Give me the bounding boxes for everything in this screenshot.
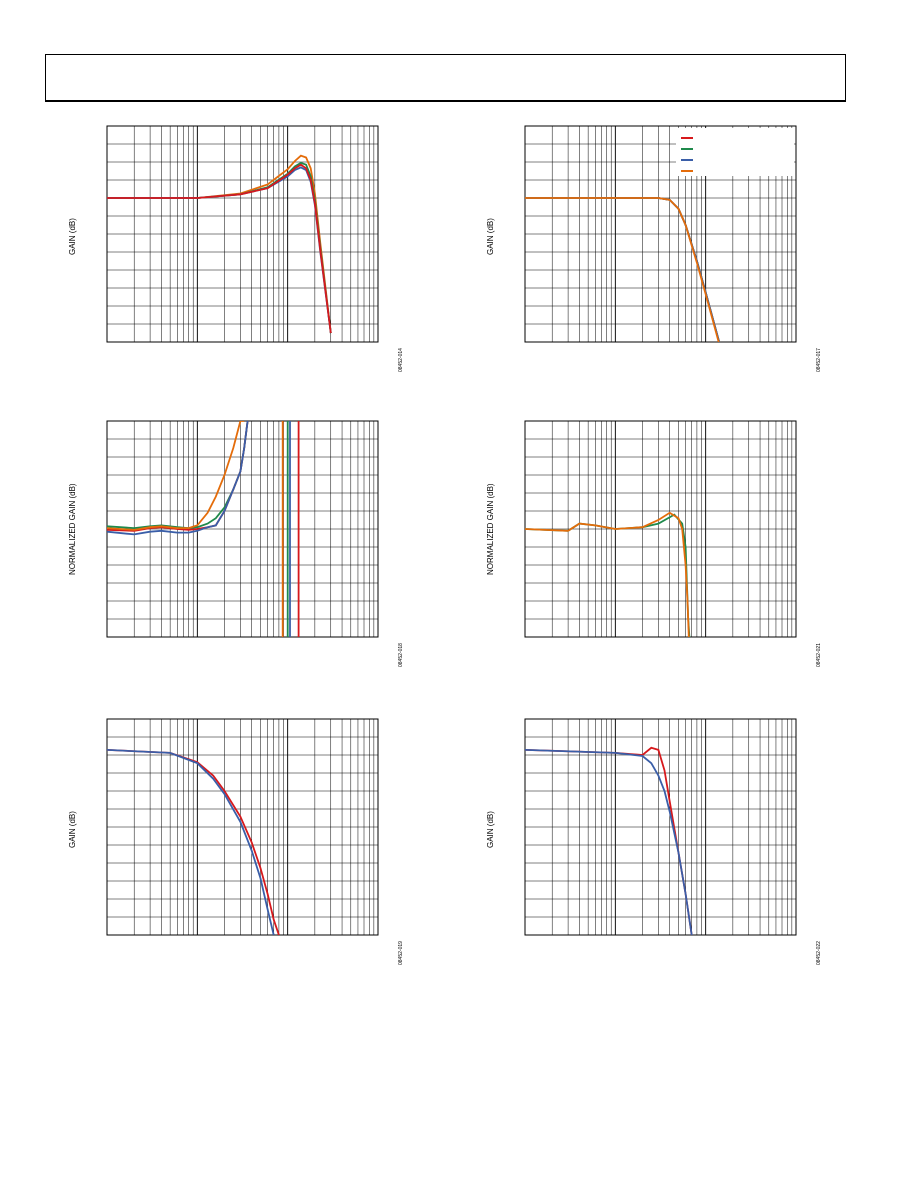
- chart-svg: [478, 415, 818, 675]
- y-axis-label: NORMALIZED GAIN (dB): [486, 483, 495, 575]
- chart-panel: [60, 120, 404, 380]
- chart-svg: [478, 120, 818, 380]
- y-axis-label: GAIN (dB): [486, 810, 495, 848]
- chart-panel: [478, 713, 822, 973]
- y-axis-label: NORMALIZED GAIN (dB): [68, 483, 77, 575]
- y-axis-label: GAIN (dB): [68, 810, 77, 848]
- legend-box: [676, 128, 794, 176]
- figure-id: 08452-014: [398, 348, 404, 372]
- figure-id: 08452-022: [816, 941, 822, 965]
- y-axis-label: GAIN (dB): [486, 217, 495, 255]
- chart-panel: [60, 415, 404, 675]
- figure-id: 08452-019: [398, 941, 404, 965]
- figure-id: 08452-017: [816, 348, 822, 372]
- figure-id: 08452-018: [398, 643, 404, 667]
- chart-svg: [60, 120, 400, 380]
- chart-svg: [60, 415, 400, 675]
- figure-id: 08452-021: [816, 643, 822, 667]
- chart-panel: [60, 713, 404, 973]
- chart-panel: [478, 415, 822, 675]
- chart-panel: [478, 120, 822, 380]
- legend: [676, 128, 794, 176]
- y-axis-label: GAIN (dB): [68, 217, 77, 255]
- page-header: [45, 54, 846, 102]
- chart-svg: [478, 713, 818, 973]
- chart-svg: [60, 713, 400, 973]
